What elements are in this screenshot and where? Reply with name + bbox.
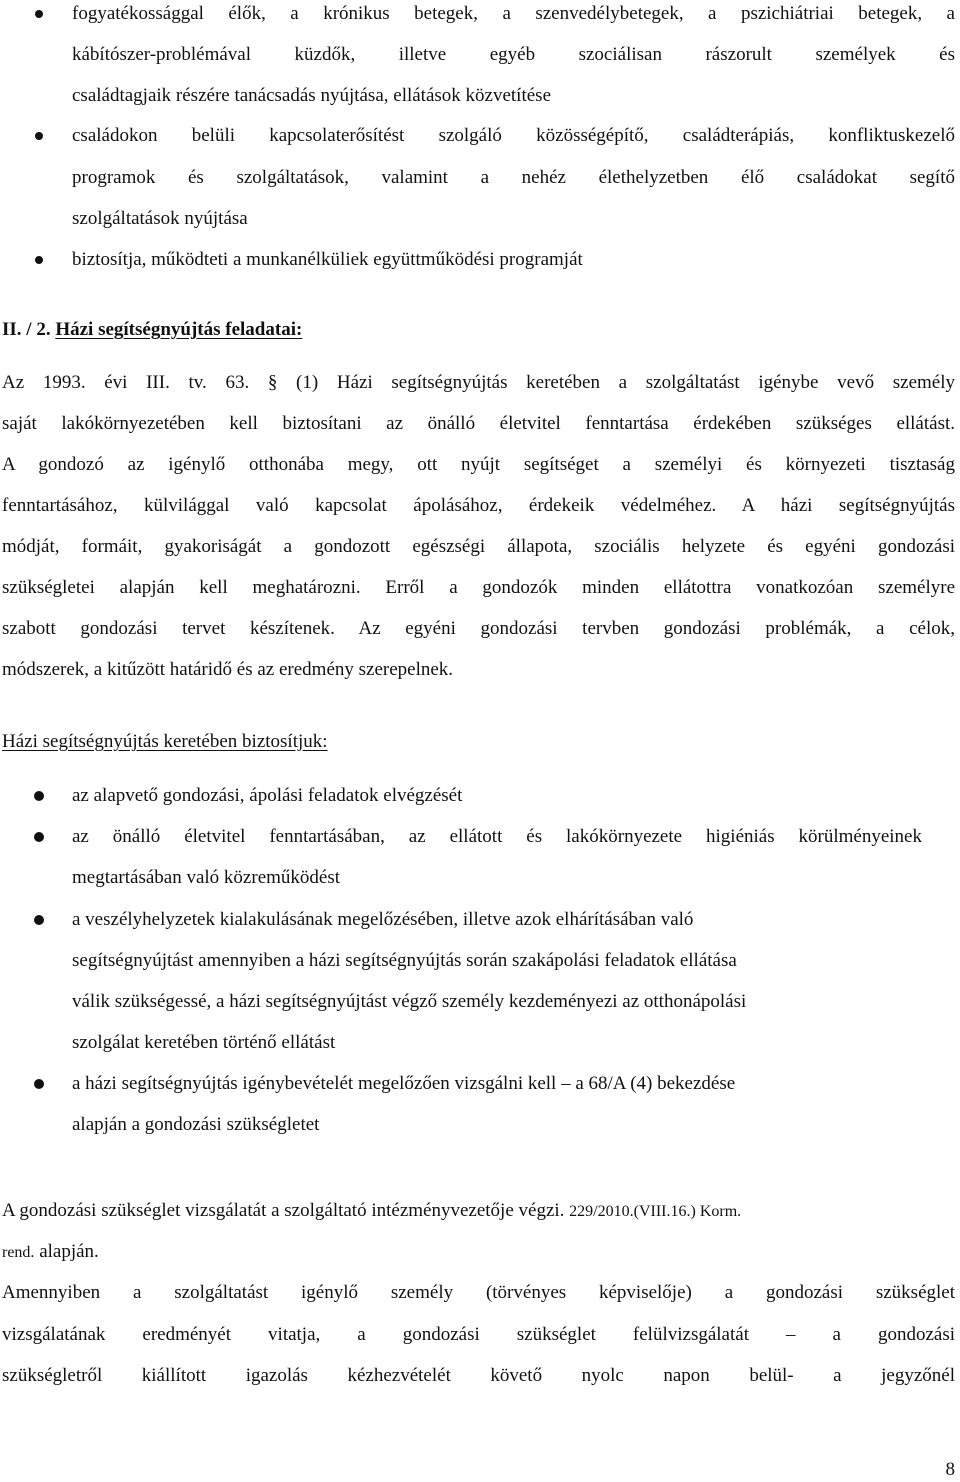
section-title: Házi segítségnyújtás feladatai:	[55, 319, 303, 340]
section-heading	[2, 318, 302, 342]
list-item-line: az alapvető gondozási, ápolási feladatok elvégzését	[72, 785, 463, 806]
paragraph-line: saját lakókörnyezetében kell biztosítani az önálló életvitel fenntartása érdekében szükséges ellátást.	[2, 413, 955, 434]
list-item-line: kábítószer-problémával küzdők, illetve egyéb szociálisan rászorult személyek és	[72, 44, 955, 65]
list-item-line: az önálló életvitel fenntartásában, az ellátott és lakókörnyezete higiéniás körülményeinek	[72, 826, 922, 847]
paragraph-line: szükségletei alapján kell meghatározni. Erről a gondozók minden ellátottra vonatkozóan személyre	[2, 577, 955, 598]
paragraph-line: A gondozó az igénylő otthonába megy, ott nyújt segítséget a személyi és környezeti tisztaság	[2, 454, 955, 475]
list-item-line: válik szükségessé, a házi segítségnyújtást végző személy kezdeményezi az otthonápolási	[72, 991, 747, 1012]
regulation-reference: 229/2010.(VIII.16.) Korm.	[569, 1203, 742, 1220]
paragraph-line	[2, 1240, 99, 1265]
paragraph-line: vizsgálatának eredményét vitatja, a gondozási szükséglet felülvizsgálatát – a gondozási	[2, 1324, 955, 1345]
regulation-reference-cont: rend.	[2, 1244, 35, 1261]
list-item-line: szolgálat keretében történő ellátást	[72, 1032, 336, 1053]
bullet-icon	[34, 791, 44, 801]
list-item-line: családtagjaik részére tanácsadás nyújtása, ellátások közvetítése	[72, 85, 551, 106]
section-number: II. / 2.	[2, 319, 51, 340]
list-item-line: megtartásában való közreműködést	[72, 867, 341, 888]
paragraph-line: szabott gondozási tervet készítenek. Az egyéni gondozási tervben gondozási problémák, a célok,	[2, 618, 955, 639]
list-item-line: programok és szolgáltatások, valamint a nehéz élethelyzetben élő családokat segítő	[72, 167, 955, 188]
bullet-icon	[35, 256, 43, 264]
list-item-line: családokon belüli kapcsolaterősítést szolgáló közösségépítő, családterápiás, konfliktuskezelő	[72, 125, 955, 146]
page-number: 8	[945, 1459, 955, 1480]
list-item-line: a veszélyhelyzetek kialakulásának megelőzésében, illetve azok elhárításában való	[72, 909, 694, 930]
bullet-icon	[35, 132, 43, 140]
list-item-line: szolgáltatások nyújtása	[72, 208, 248, 229]
list-item-line: fogyatékossággal élők, a krónikus betegek, a szenvedélybetegek, a pszichiátriai betegek, a	[72, 3, 955, 24]
list-item-line: alapján a gondozási szükségletet	[72, 1114, 320, 1135]
bullet-icon	[34, 1079, 44, 1089]
bullet-icon	[34, 915, 44, 925]
bullet-icon	[35, 10, 43, 18]
list-item-line: segítségnyújtást amennyiben a házi segítségnyújtás során szakápolási feladatok ellátása	[72, 950, 737, 971]
paragraph-line: Amennyiben a szolgáltatást igénylő személy (törvényes képviselője) a gondozási szükséglet	[2, 1282, 955, 1303]
assessment-sentence: A gondozási szükséglet vizsgálatát a szolgáltató intézményvezetője végzi.	[2, 1200, 565, 1221]
subheading: Házi segítségnyújtás keretében biztosítjuk:	[2, 731, 328, 752]
paragraph-line: szükségletről kiállított igazolás kézhezvételét követő nyolc napon belül- a jegyzőnél	[2, 1365, 955, 1386]
list-item-line: biztosítja, működteti a munkanélküliek együttműködési programját	[72, 249, 583, 270]
paragraph-line: fenntartásához, külvilággal való kapcsolat ápolásához, érdekeik védelméhez. A házi segítségnyújtás	[2, 495, 955, 516]
paragraph-line: módját, formáit, gyakoriságát a gondozott egészségi állapota, szociális helyzete és egyéni gondozási	[2, 536, 955, 557]
list-item-line: a házi segítségnyújtás igénybevételét megelőzően vizsgálni kell – a 68/A (4) bekezdése	[72, 1073, 736, 1094]
paragraph-line: módszerek, a kitűzött határidő és az eredmény szerepelnek.	[2, 659, 454, 680]
bullet-icon	[34, 832, 44, 842]
paragraph-line: Az 1993. évi III. tv. 63. § (1) Házi segítségnyújtás keretében a szolgáltatást igénybe vevő személy	[2, 372, 955, 393]
paragraph-line	[2, 1199, 741, 1224]
reference-tail: alapján.	[39, 1241, 99, 1262]
